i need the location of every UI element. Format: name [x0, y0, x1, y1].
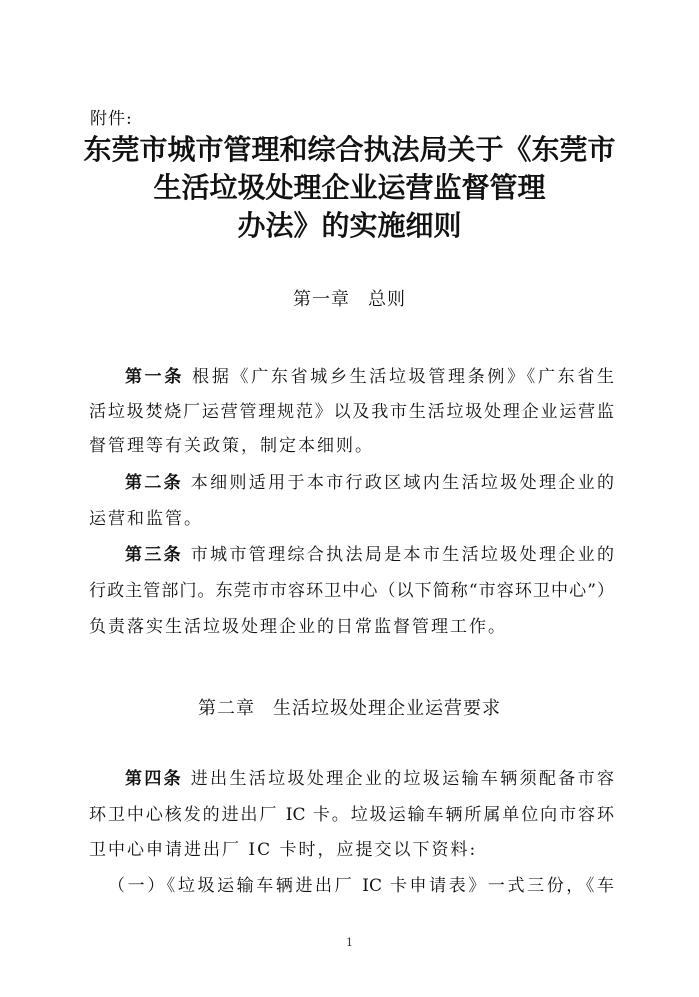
article-4-line-2: 环卫中心核发的进出厂 IC 卡。垃圾运输车辆所属单位向市容环: [89, 805, 614, 825]
article-4-line-3: 卫中心申请进出厂 IC 卡时，应提交以下资料:: [89, 840, 478, 860]
title-line-3: 办法》的实施细则: [237, 209, 462, 242]
article-4-line-1: 第四条 进出生活垃圾处理企业的垃圾运输车辆须配备市容: [125, 769, 614, 789]
article-2-line-1: 第二条 本细则适用于本市行政区域内生活垃圾处理企业的: [125, 473, 614, 493]
article-1-line-1: 第一条 根据《广东省城乡生活垃圾管理条例》《广东省生: [125, 367, 615, 387]
article-3-label: 第三条: [125, 545, 184, 565]
page-number: 1: [346, 936, 353, 949]
chapter-2-heading: [0, 694, 699, 720]
article-4-line-4: （一）《垃圾运输车辆进出厂 IC 卡申请表》一式三份，《车: [108, 876, 614, 896]
article-3-line-3: 负责落实生活垃圾处理企业的日常监督管理工作。: [89, 617, 507, 637]
attachment-label: 附件:: [90, 109, 133, 129]
article-1-label: 第一条: [125, 367, 185, 387]
chapter-2-number: 第二章: [198, 698, 255, 719]
article-4-label: 第四条: [125, 769, 184, 789]
article-2-label: 第二条: [125, 473, 184, 493]
article-3-line-1: 第三条 市城市管理综合执法局是本市生活垃圾处理企业的: [125, 545, 614, 565]
article-1-line-2: 活垃圾焚烧厂运营管理规范》以及我市生活垃圾处理企业运营监: [89, 402, 614, 422]
article-2-line-2: 运营和监管。: [89, 509, 203, 529]
title-line-1: 东莞市城市管理和综合执法局关于《东莞市: [83, 133, 616, 166]
article-3-line-2: 行政主管部门。东莞市市容环卫中心（以下简称“市容环卫中心”）: [89, 581, 614, 601]
chapter-1-name: 总则: [368, 289, 406, 310]
chapter-2-name: 生活垃圾处理企业运营要求: [273, 698, 501, 719]
chapter-1-heading: [0, 285, 699, 311]
title-line-2: 生活垃圾处理企业运营监督管理: [153, 171, 546, 204]
article-1-line-3: 督管理等有关政策，制定本细则。: [89, 436, 374, 456]
chapter-1-number: 第一章: [293, 289, 350, 310]
